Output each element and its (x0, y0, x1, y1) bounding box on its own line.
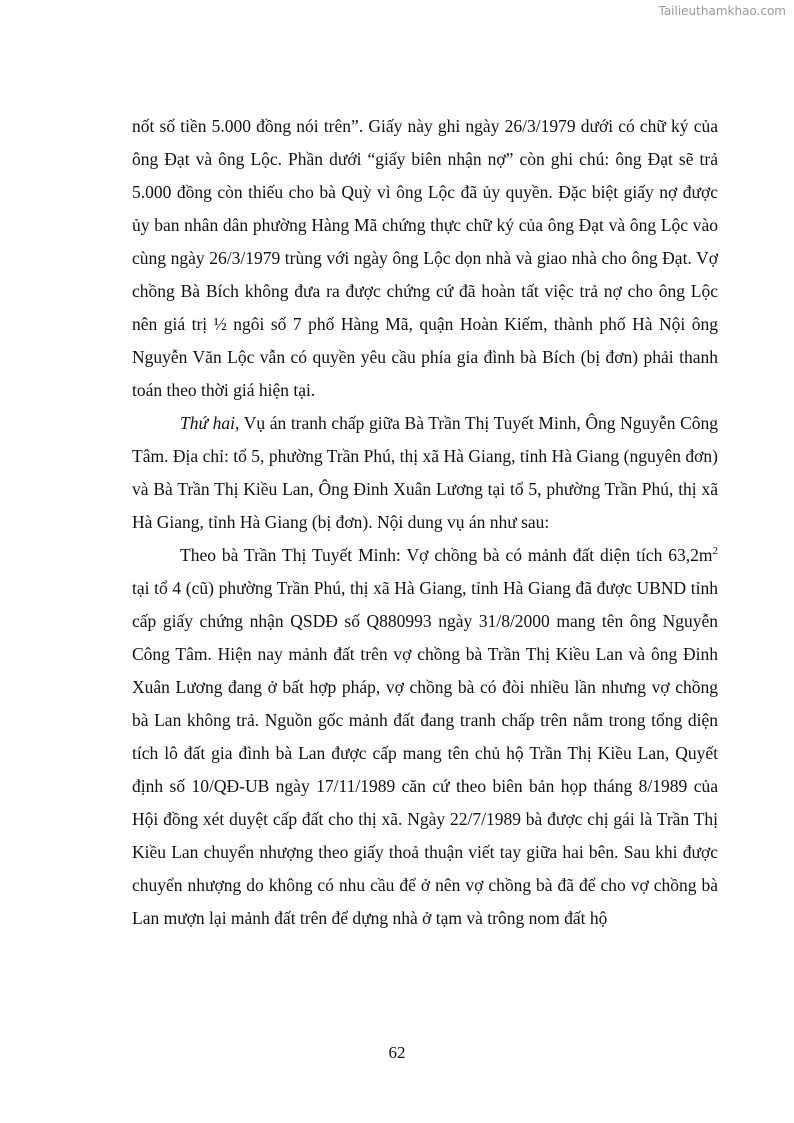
page-number: 62 (388, 1043, 406, 1062)
paragraph-text: , Vụ án tranh chấp giữa Bà Trần Thị Tuyết Minh, Ông Nguyễn Công Tâm. Địa chỉ: tổ 5, phường Trần Phú, thị xã Hà Giang, tỉnh Hà Giang (nguyên đơn) và Bà Trần Thị Kiều Lan, Ông Đinh Xuân Lương tại tổ 5, phường Trần Phú, thị xã Hà Giang, tỉnh Hà Giang (bị đơn). Nội dung vụ án như sau: (132, 413, 719, 532)
paragraph-claim (132, 539, 718, 935)
document-body (132, 110, 718, 935)
watermark: Tailieuthamkhao.com (658, 4, 786, 18)
paragraph-lead-italic: Thứ hai (180, 413, 236, 433)
paragraph-text: tại tổ 4 (cũ) phường Trần Phú, thị xã Hà Giang, tỉnh Hà Giang đã được UBND tỉnh cấp giấy chứng nhận QSDĐ số Q880993 ngày 31/8/2000 mang tên ông Nguyễn Công Tâm. Hiện nay mảnh đất trên vợ chồng bà Trần Thị Kiều Lan và ông Đinh Xuân Lương đang ở bất hợp pháp, vợ chồng bà có đòi nhiều lần nhưng vợ chồng bà Lan không trả. Nguồn gốc mảnh đất đang tranh chấp trên nằm trong tổng diện tích lô đất gia đình bà Lan được cấp mang tên chủ hộ Trần Thị Kiều Lan, Quyết định số 10/QĐ-UB ngày 17/11/1989 căn cứ theo biên bản họp tháng 8/1989 của Hội đồng xét duyệt cấp đất cho thị xã. Ngày 22/7/1989 bà được chị gái là Trần Thị Kiều Lan chuyển nhượng theo giấy thoả thuận viết tay giữa hai bên. Sau khi được chuyển nhượng do không có nhu cầu để ở nên vợ chồng bà đã để cho vợ chồng bà Lan mượn lại mảnh đất trên để dựng nhà ở tạm và trông nom đất hộ (132, 578, 718, 928)
paragraph-text: Theo bà Trần Thị Tuyết Minh: Vợ chồng bà có mảnh đất diện tích 63,2m (180, 545, 713, 565)
superscript-exponent: 2 (712, 545, 718, 558)
paragraph-continuation: nốt số tiền 5.000 đồng nói trên”. Giấy này ghi ngày 26/3/1979 dưới có chữ ký của ông Đạt và ông Lộc. Phần dưới “giấy biên nhận nợ” còn ghi chú: ông Đạt sẽ trả 5.000 đồng còn thiếu cho bà Quỳ vì ông Lộc đã ủy quyền. Đặc biệt giấy nợ được ủy ban nhân dân phường Hàng Mã chứng thực chữ ký của ông Đạt và ông Lộc vào cùng ngày 26/3/1979 trùng với ngày ông Lộc dọn nhà và giao nhà cho ông Đạt. Vợ chồng Bà Bích không đưa ra được chứng cứ đã hoàn tất việc trả nợ cho ông Lộc nên giá trị ½ ngôi số 7 phố Hàng Mã, quận Hoàn Kiếm, thành phố Hà Nội ông Nguyễn Văn Lộc vẫn có quyền yêu cầu phía gia đình bà Bích (bị đơn) phải thanh toán theo thời giá hiện tại. (132, 116, 718, 400)
paragraph-second-case (132, 407, 718, 539)
